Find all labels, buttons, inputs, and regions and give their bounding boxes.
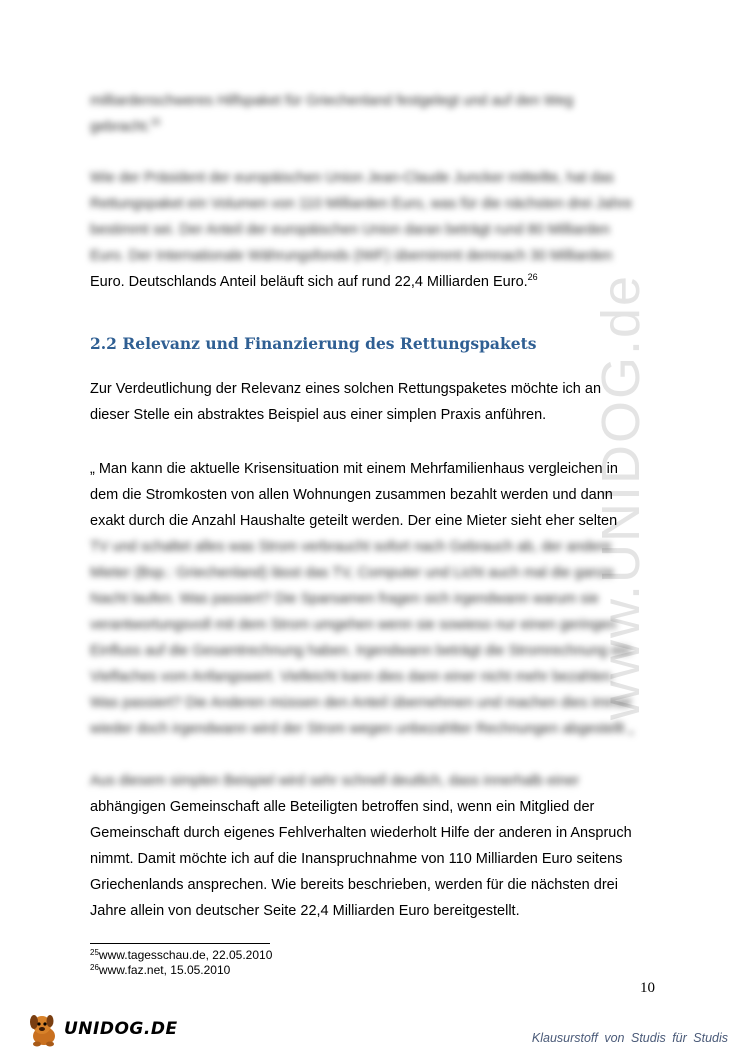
footnote-ref: 25 [150,117,161,127]
text-line: Nacht laufen. Was passiert? Die Sparsamen fragen sich irgendwann warum sie [90,591,599,607]
text-line: Jahre allein von deutscher Seite 22,4 Milliarden Euro bereitgestellt. [90,903,520,919]
paragraph-verdeutlichung [90,376,670,428]
text-line: Aus diesem simplen Beispiel wird sehr schnell deutlich, dass innerhalb einer [90,773,580,789]
text-line: nimmt. Damit möchte ich auf die Inanspruchnahme von 110 Milliarden Euro seitens [90,851,623,867]
text-line: bestimmt sei. Der Anteil der europäischen Union daran beträgt rund 80 Milliarden [90,222,610,238]
unidog-logo [24,1012,184,1048]
logo-text: UNIDOG.DE [64,1019,178,1039]
section-heading: 2.2 Relevanz und Finanzierung des Rettungspakets [90,334,537,353]
paragraph-rettungspaket-volumen [90,165,670,295]
text-line: exakt durch die Anzahl Haushalte geteilt werden. Der eine Mieter sieht eher selten [90,513,618,529]
paragraph-blurred-intro [90,88,670,140]
text-line: gebracht.$^{25}$ [90,117,161,135]
text-line: Rettungspaket ein Volumen von 110 Milliarden Euro, was für die nächsten drei Jahre [90,196,633,212]
dog-mascot-icon [24,1012,68,1048]
blurred-text-block [90,534,670,742]
text-line: milliardenschweres Hilfspaket für Griechenland festgelegt und auf den Weg [90,93,574,109]
text-line: abhängigen Gemeinschaft alle Beteiligten betroffen sind, wenn ein Mitglied der [90,799,595,815]
watermark: www.UNIDOG.de [591,273,651,720]
text-line: Mieter (Bsp.: Griechenland) lässt das TV, Computer und Licht auch mal die ganze [90,565,614,581]
text-line: Gemeinschaft durch eigenes Fehlverhalten wiederholt Hilfe der anderen in Anspruch [90,825,632,841]
text-line: Wie der Präsident der europäischen Union Jean-Claude Juncker mitteilte, hat das [90,170,614,186]
text-line: „ Man kann die aktuelle Krisensituation mit einem Mehrfamilienhaus vergleichen in [90,461,618,477]
text-line: Euro. Der Internationale Währungsfonds (IWF) übernimmt demnach 30 Milliarden [90,248,613,264]
page-number: 10 [640,980,655,996]
paragraph-schlussfolgerung [90,768,670,924]
text-line: Euro. Deutschlands Anteil beläuft sich auf rund 22,4 Milliarden Euro.$^{26}$ [90,272,538,290]
text-line: Vielfaches vom Anfangswert. Vielleicht kann dies dann einer nicht mehr bezahlen. [90,669,616,685]
text-line: wieder doch irgendwann wird der Strom wegen unbezahlter Rechnungen abgestellt „ [90,721,634,737]
footnote: $^{26}$www.faz.net, 15.05.2010 [90,963,231,977]
text-line: Griechenlands ansprechen. Wie bereits beschrieben, werden für die nächsten drei [90,877,618,893]
text-line: Was passiert? Die Anderen müssen den Anteil übernehmen und machen dies immer [90,695,632,711]
text-line: dieser Stelle ein abstraktes Beispiel aus einer simplen Praxis anführen. [90,407,547,423]
text-line: dem die Stromkosten von allen Wohnungen zusammen bezahlt werden und dann [90,487,613,503]
footer-tagline: Klausurstoff von Studis für Studis [531,1031,728,1045]
text-line: verantwortungsvoll mit dem Strom umgehen wenn sie sowieso nur einen geringen [90,617,617,633]
footnote: $^{25}$www.tagesschau.de, 22.05.2010 [90,948,273,962]
footnotes [90,948,272,978]
text-line: TV und schaltet alles was Strom verbraucht sofort nach Gebrauch ab, der andere [90,539,612,555]
text-line: Einfluss auf die Gesamtrechnung haben. Irgendwann beträgt die Stromrechnung ein [90,643,631,659]
footnote-divider [90,943,270,944]
text-line: Zur Verdeutlichung der Relevanz eines solchen Rettungspaketes möchte ich an [90,381,602,397]
footnote-ref: 26 [527,272,538,282]
blurred-text-block [90,165,670,269]
quote-block [90,456,670,742]
